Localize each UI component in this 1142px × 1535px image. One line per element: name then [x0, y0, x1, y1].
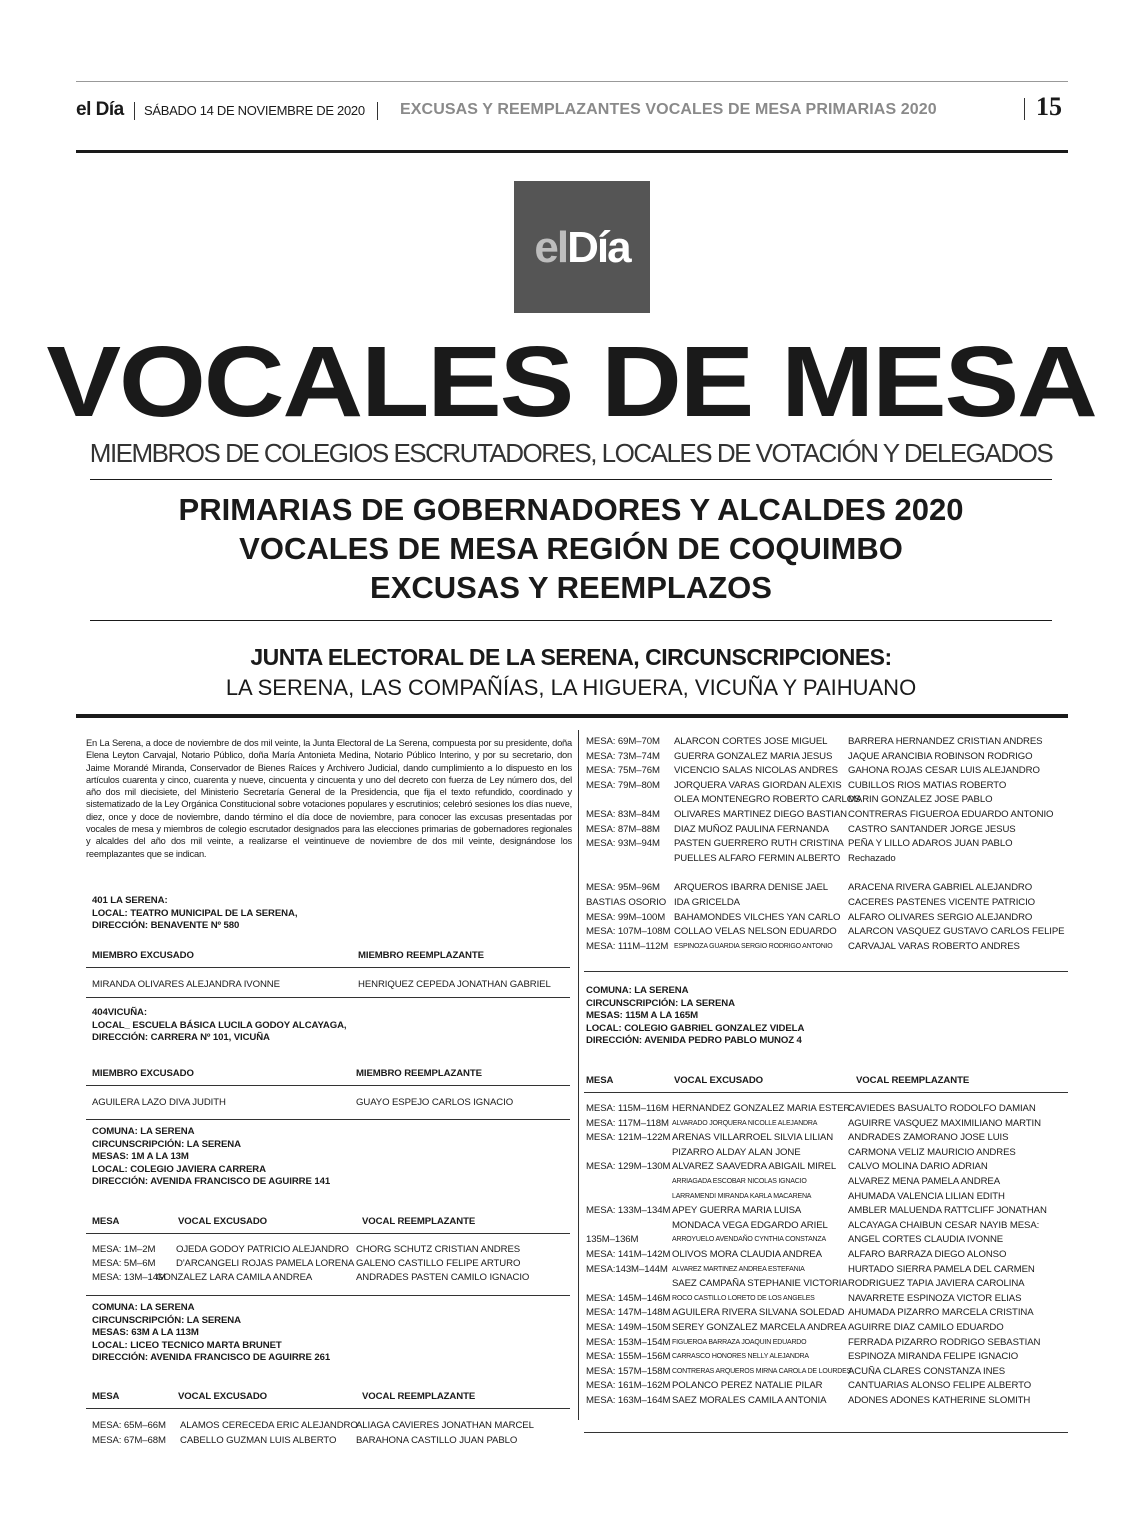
table-row [586, 1337, 1066, 1352]
table-row [586, 1132, 1066, 1147]
excused-cell: FIGUEROA BARRAZA JOAQUIN EDUARDO [672, 1338, 807, 1346]
replacement-cell: AHUMADA PIZARRO MARCELA CRISTINA [848, 1307, 1034, 1319]
excused-cell: COLLAO VELAS NELSON EDUARDO [674, 926, 837, 938]
excused-cell: PUELLES ALFARO FERMIN ALBERTO [674, 852, 841, 864]
row-rule [584, 971, 1068, 972]
excused-cell: OLIVOS MORA CLAUDIA ANDREA [672, 1249, 822, 1260]
replacement-cell: ANDRADES ZAMORANO JOSE LUIS [848, 1132, 1009, 1144]
excused-cell: JORQUERA VARAS GIORDAN ALEXIS [674, 779, 842, 791]
replacement-cell: AGUIRRE VASQUEZ MAXIMILIANO MARTIN [848, 1117, 1041, 1129]
headline-line-2: VOCALES DE MESA REGIÓN DE COQUIMBO [239, 531, 903, 566]
mesa-cell: MESA: 147M–148M [586, 1307, 671, 1319]
excused-cell: ALARCON CORTES JOSE MIGUEL [674, 736, 828, 747]
block-liceo-header: COMUNA: LA SERENA CIRCUNSCRIPCIÓN: LA SERENA MESAS: 63M A LA 113M LOCAL: LICEO TECNICO MARTA BRUNET DIRECCIÓN: AVENIDA FRANCISCO DE AGUIRRE 261 [92, 1302, 331, 1363]
mesa-cell: MESA: 161M–162M [586, 1380, 671, 1392]
header-divider [1024, 98, 1025, 120]
table-row [586, 1118, 1066, 1133]
mesa-cell: MESA: 79M–80M [586, 779, 660, 791]
col-header-replacement: VOCAL REEMPLAZANTE [362, 1216, 476, 1227]
table-row [586, 780, 1066, 795]
table-row [586, 941, 1066, 956]
row-rule [86, 1233, 570, 1234]
col-header-excused: VOCAL EXCUSADO [674, 1075, 764, 1086]
table-row [586, 824, 1066, 839]
mesa-cell: MESA:143M–144M [586, 1263, 668, 1275]
excused-cell: ARRIAGADA ESCOBAR NICOLAS IGNACIO [672, 1178, 807, 1185]
table-row [586, 1205, 1066, 1220]
mesa-cell: MESA: 163M–164M [586, 1395, 671, 1406]
excused-cell: VICENCIO SALAS NICOLAS ANDRES [674, 765, 838, 777]
table-row [586, 1322, 1066, 1337]
page-subtitle: MIEMBROS DE COLEGIOS ESCRUTADORES, LOCALES DE VOTACIÓN Y DELEGADOS [89, 438, 1053, 468]
table-row [586, 1264, 1066, 1279]
table-row [586, 1249, 1066, 1264]
block-javiera-header: COMUNA: LA SERENA CIRCUNSCRIPCIÓN: LA SERENA MESAS: 1M A LA 13M LOCAL: COLEGIO JAVIERA CARRERA DIRECCIÓN: AVENIDA FRANCISCO DE AGUIRRE 141 [92, 1126, 331, 1187]
mesa-cell: MESA: 145M–146M [586, 1292, 671, 1304]
table-row [586, 926, 1066, 941]
replacement-cell: CAVIEDES BASUALTO RODOLFO DAMIAN [848, 1103, 1036, 1114]
table-row [586, 765, 1066, 780]
header-divider [134, 102, 135, 120]
table-row [586, 1103, 1066, 1118]
mesa-cell: MESA: 111M–112M [586, 941, 669, 953]
mesa-cell: MESA: 149M–150M [586, 1322, 671, 1333]
replacement-cell: PEÑA Y LILLO ADAROS JUAN PABLO [848, 838, 1013, 850]
excused-cell: APEY GUERRA MARIA LUISA [672, 1205, 802, 1217]
headline-line-3: EXCUSAS Y REEMPLAZOS [370, 570, 772, 605]
col-header-excused: VOCAL EXCUSADO [178, 1216, 268, 1227]
excused-cell: PIZARRO ALDAY ALAN JONE [672, 1146, 801, 1158]
excused-cell: GUERRA GONZALEZ MARIA JESUS [674, 750, 833, 762]
header-section-title: EXCUSAS Y REEMPLAZANTES VOCALES DE MESA PRIMARIAS 2020 [400, 101, 937, 118]
mesa-cell: 135M–136M [586, 1234, 639, 1246]
row-rule [86, 1085, 570, 1086]
excused-cell: ALVAREZ SAAVEDRA ABIGAIL MIREL [672, 1161, 837, 1173]
mesa-cell: BASTIAS OSORIO [586, 896, 667, 908]
table-row [586, 1191, 1066, 1206]
excused-cell: BAHAMONDES VILCHES YAN CARLO [674, 911, 841, 923]
header-divider [377, 102, 378, 120]
row-rule [86, 1295, 570, 1296]
row-rule [86, 967, 570, 968]
replacement-cell: ALFARO BARRAZA DIEGO ALONSO [848, 1249, 1007, 1260]
replacement-cell: ADONES ADONES KATHERINE SLOMITH [848, 1395, 1031, 1406]
excused-cell: DIAZ MUÑOZ PAULINA FERNANDA [674, 823, 829, 835]
page-number: 15 [1036, 92, 1062, 121]
block-gabriel-header: COMUNA: LA SERENA CIRCUNSCRIPCIÓN: LA SERENA MESAS: 115M A LA 165M LOCAL: COLEGIO GABRIEL GONZALEZ VIDELA DIRECCIÓN: AVENIDA PEDRO PABLO MUNOZ 4 [586, 985, 805, 1046]
row-rule [86, 1119, 570, 1120]
replacement-cell: CANTUARIAS ALONSO FELIPE ALBERTO [848, 1380, 1032, 1392]
mesa-cell: MESA: 93M–94M [586, 838, 660, 850]
replacement-cell: Rechazado [848, 852, 896, 864]
mesa-cell: MESA: 87M–88M [586, 823, 660, 835]
table-row [586, 1220, 1066, 1235]
table-row [586, 1351, 1066, 1366]
table-row [586, 736, 1066, 751]
replacement-cell: CASTRO SANTANDER JORGE JESUS [848, 823, 1016, 835]
mesa-cell: MESA: 157M–158M [586, 1365, 671, 1377]
table-row [586, 1366, 1066, 1381]
replacement-cell: AHUMADA VALENCIA LILIAN EDITH [848, 1190, 1005, 1202]
junta-title: JUNTA ELECTORAL DE LA SERENA, CIRCUNSCRIPCIONES: [250, 644, 892, 670]
excused-cell: AGUILERA RIVERA SILVANA SOLEDAD [672, 1307, 845, 1319]
replacement-cell: BARRERA HERNANDEZ CRISTIAN ANDRES [848, 736, 1043, 747]
block-404-header: 404VICUÑA: LOCAL_ ESCUELA BÁSICA LUCILA GODOY ALCAYAGA, DIRECCIÓN: CARRERA Nº 101, VICUÑA [92, 1007, 347, 1043]
mesa-cell: MESA: 75M–76M [586, 765, 660, 777]
table-row [586, 853, 1066, 868]
el-dia-logo: elDía [514, 181, 650, 313]
replacement-cell: CALVO MOLINA DARIO ADRIAN [848, 1161, 988, 1173]
header-brand: el Día [76, 99, 124, 120]
column-divider [578, 730, 579, 1420]
excused-cell: MONDACA VEGA EDGARDO ARIEL [672, 1219, 828, 1231]
table-row [586, 1147, 1066, 1162]
replacement-cell: JAQUE ARANCIBIA ROBINSON RODRIGO [848, 750, 1033, 762]
table-cell: HENRIQUEZ CEPEDA JONATHAN GABRIEL [358, 979, 551, 990]
col-header-mesa: MESA [92, 1216, 120, 1227]
replacement-cell: ACUÑA CLARES CONSTANZA INES [848, 1365, 1006, 1377]
replacement-cell: ALARCON VASQUEZ GUSTAVO CARLOS FELIPE [848, 926, 1065, 938]
mesa-cell: MESA: 153M–154M [586, 1336, 671, 1348]
table-row [586, 1161, 1066, 1176]
replacement-cell: ALVAREZ MENA PAMELA ANDREA [848, 1176, 1001, 1187]
replacement-cell: MARIN GONZALEZ JOSE PABLO [848, 794, 993, 806]
table-row [586, 1380, 1066, 1395]
mesa-cell: MESA: 129M–130M [586, 1161, 671, 1173]
mesa-cell: MESA: 69M–70M [586, 736, 660, 747]
replacement-cell: ARACENA RIVERA GABRIEL ALEJANDRO [848, 882, 1033, 893]
header-top-rule [76, 81, 1068, 82]
replacement-cell: CUBILLOS RIOS MATIAS ROBERTO [848, 779, 1007, 791]
col-header-excused: MIEMBRO EXCUSADO [92, 1068, 194, 1079]
excused-cell: OLIVARES MARTINEZ DIEGO BASTIAN [674, 809, 847, 820]
junta-subtitle: LA SERENA, LAS COMPAÑÍAS, LA HIGUERA, VICUÑA Y PAIHUANO [225, 675, 917, 700]
intro-paragraph: En La Serena, a doce de noviembre de dos mil veinte, la Junta Electoral de La Serena, compuesta por su presidente, doña Elena Leyton Carvajal, Notario Público, doña María Antonieta Medina, Notario Público Interino, y por su secretario, don Jaime Morandé Miranda, Conservador de Bienes Raíces y Archivero Judicial, dando cumplimiento a lo dispuesto en los artículos cuarenta y cinco, cuarenta y nueve, cincuenta y cincuenta y uno del decreto con fuerza de Ley número dos, del año dos mil diecisiete, del Ministerio Secretaría General de la Presidencia, que fija el texto refundido, coordinado y sistematizado de la Ley Orgánica Constitucional sobre votaciones populares y escrutinios; celebró sesiones los días nueve, diez, once y doce de noviembre, dando término el día doce de noviembre, para conocer las excusas presentadas por vocales de mesa y miembros de colegio escrutador designados para las elecciones primarias de gobernadores regionales y alcaldes del año dos mil veinte, a realizarse el veintinueve de noviembre de dos mil veinte, designándose los reemplazantes que se indican. [86, 738, 572, 859]
table-cell: MIRANDA OLIVARES ALEJANDRA IVONNE [92, 979, 280, 990]
col-header-excused: MIEMBRO EXCUSADO [92, 950, 194, 961]
excused-cell: SAEZ MORALES CAMILA ANTONIA [672, 1395, 827, 1406]
replacement-cell: GAHONA ROJAS CESAR LUIS ALEJANDRO [848, 765, 1040, 777]
replacement-cell: RODRIGUEZ TAPIA JAVIERA CAROLINA [848, 1278, 1025, 1290]
section-rule [76, 714, 1068, 718]
replacement-cell: AMBLER MALUENDA RATTCLIFF JONATHAN [848, 1205, 1047, 1217]
table-row [586, 1293, 1066, 1308]
replacement-cell: NAVARRETE ESPINOZA VICTOR ELIAS [848, 1292, 1022, 1304]
col-header-replacement: VOCAL REEMPLAZANTE [856, 1075, 970, 1086]
excused-cell: CONTRERAS ARQUEROS MIRNA CAROLA DE LOURDES [672, 1367, 852, 1375]
table-cell: AGUILERA LAZO DIVA JUDITH [92, 1097, 226, 1108]
block-401-header: 401 LA SERENA: LOCAL: TEATRO MUNICIPAL DE LA SERENA, DIRECCIÓN: BENAVENTE Nº 580 [92, 895, 298, 931]
excused-cell: ARENAS VILLARROEL SILVIA LILIAN [672, 1132, 834, 1144]
table-row [586, 751, 1066, 766]
table-row [586, 809, 1066, 824]
col-header-mesa: MESA [92, 1391, 120, 1402]
excused-cell: HERNANDEZ GONZALEZ MARIA ESTER [672, 1103, 851, 1114]
table-row [586, 1395, 1066, 1410]
excused-cell: ALVAREZ MARTINEZ ANDREA ESTEFANIA [672, 1265, 805, 1273]
table-row [586, 1176, 1066, 1191]
col-header-replacement: MIEMBRO REEMPLAZANTE [358, 950, 484, 961]
headline-rule [90, 620, 1052, 621]
mesa-cell: MESA: 121M–122M [586, 1132, 671, 1144]
header-bottom-rule [76, 150, 1068, 153]
row-rule [86, 1408, 570, 1409]
excused-cell: LARRAMENDI MIRANDA KARLA MACARENA [672, 1192, 812, 1200]
replacement-cell: AGUIRRE DIAZ CAMILO EDUARDO [848, 1322, 1004, 1333]
excused-cell: OLEA MONTENEGRO ROBERTO CARLOS [674, 794, 861, 806]
excused-cell: PASTEN GUERRERO RUTH CRISTINA [674, 838, 844, 850]
replacement-cell: HURTADO SIERRA PAMELA DEL CARMEN [848, 1263, 1035, 1275]
mesa-cell: MESA: 141M–142M [586, 1249, 671, 1260]
replacement-cell: ALCAYAGA CHAIBUN CESAR NAYIB MESA: [848, 1219, 1040, 1231]
col-header-excused: VOCAL EXCUSADO [178, 1391, 268, 1402]
replacement-cell: ALFARO OLIVARES SERGIO ALEJANDRO [848, 911, 1033, 923]
table-row [586, 1307, 1066, 1322]
title-rule [90, 479, 1052, 480]
mesa-cell: MESA: 95M–96M [586, 882, 660, 893]
table-row [586, 1234, 1066, 1249]
excused-cell: IDA GRICELDA [674, 896, 740, 908]
headline-line-1: PRIMARIAS DE GOBERNADORES Y ALCALDES 2020 [178, 492, 964, 527]
mesa-cell: MESA: 115M–116M [586, 1103, 669, 1114]
replacement-cell: CARMONA VELIZ MAURICIO ANDRES [848, 1146, 1016, 1158]
page-title: VOCALES DE MESA [46, 326, 1096, 438]
mesa-cell: MESA: 155M–156M [586, 1351, 671, 1363]
excused-cell: SAEZ CAMPAÑA STEPHANIE VICTORIA [672, 1278, 848, 1290]
col-header-mesa: MESA [586, 1075, 614, 1086]
excused-cell: ALVARADO JORQUERA NICOLLE ALEJANDRA [672, 1119, 818, 1127]
mesa-cell: MESA: 99M–100M [586, 911, 666, 923]
replacement-cell: CONTRERAS FIGUEROA EDUARDO ANTONIO [848, 809, 1054, 820]
replacement-cell: ANGEL CORTES CLAUDIA IVONNE [848, 1234, 1004, 1246]
col-header-replacement: MIEMBRO REEMPLAZANTE [356, 1068, 482, 1079]
table-row [586, 838, 1066, 853]
table-row [586, 794, 1066, 809]
excused-cell: ESPINOZA GUARDIA SERGIO RODRIGO ANTONIO [674, 943, 833, 951]
replacement-cell: CARVAJAL VARAS ROBERTO ANDRES [848, 941, 1020, 953]
excused-cell: ARQUEROS IBARRA DENISE JAEL [674, 882, 829, 893]
row-rule [86, 997, 570, 998]
excused-cell: CARRASCO HONORES NELLY ALEJANDRA [672, 1353, 809, 1361]
table-cell: GUAYO ESPEJO CARLOS IGNACIO [356, 1097, 514, 1108]
excused-cell: SEREY GONZALEZ MARCELA ANDREA [672, 1322, 847, 1333]
row-rule [584, 1092, 1068, 1093]
excused-cell: POLANCO PEREZ NATALIE PILAR [672, 1380, 823, 1392]
mesa-cell: MESA: 133M–134M [586, 1205, 671, 1217]
mesa-cell: MESA: 73M–74M [586, 750, 660, 762]
table-row [586, 1278, 1066, 1293]
replacement-cell: FERRADA PIZARRO RODRIGO SEBASTIAN [848, 1336, 1041, 1348]
row-rule [584, 1432, 1068, 1433]
mesa-cell: MESA: 117M–118M [586, 1117, 669, 1129]
table-row [586, 897, 1066, 912]
excused-cell: ARROYUELO AVENDAÑO CYNTHIA CONSTANZA [672, 1236, 826, 1244]
col-header-replacement: VOCAL REEMPLAZANTE [362, 1391, 476, 1402]
table-row [586, 882, 1066, 897]
mesa-cell: MESA: 83M–84M [586, 809, 660, 820]
replacement-cell: CACERES PASTENES VICENTE PATRICIO [848, 896, 1036, 908]
replacement-cell: ESPINOZA MIRANDA FELIPE IGNACIO [848, 1351, 1019, 1363]
table-row [586, 912, 1066, 927]
header-date: SÁBADO 14 DE NOVIEMBRE DE 2020 [144, 103, 365, 118]
excused-cell: ROCO CASTILLO LORETO DE LOS ANGELES [672, 1294, 815, 1302]
mesa-cell: MESA: 107M–108M [586, 926, 671, 938]
